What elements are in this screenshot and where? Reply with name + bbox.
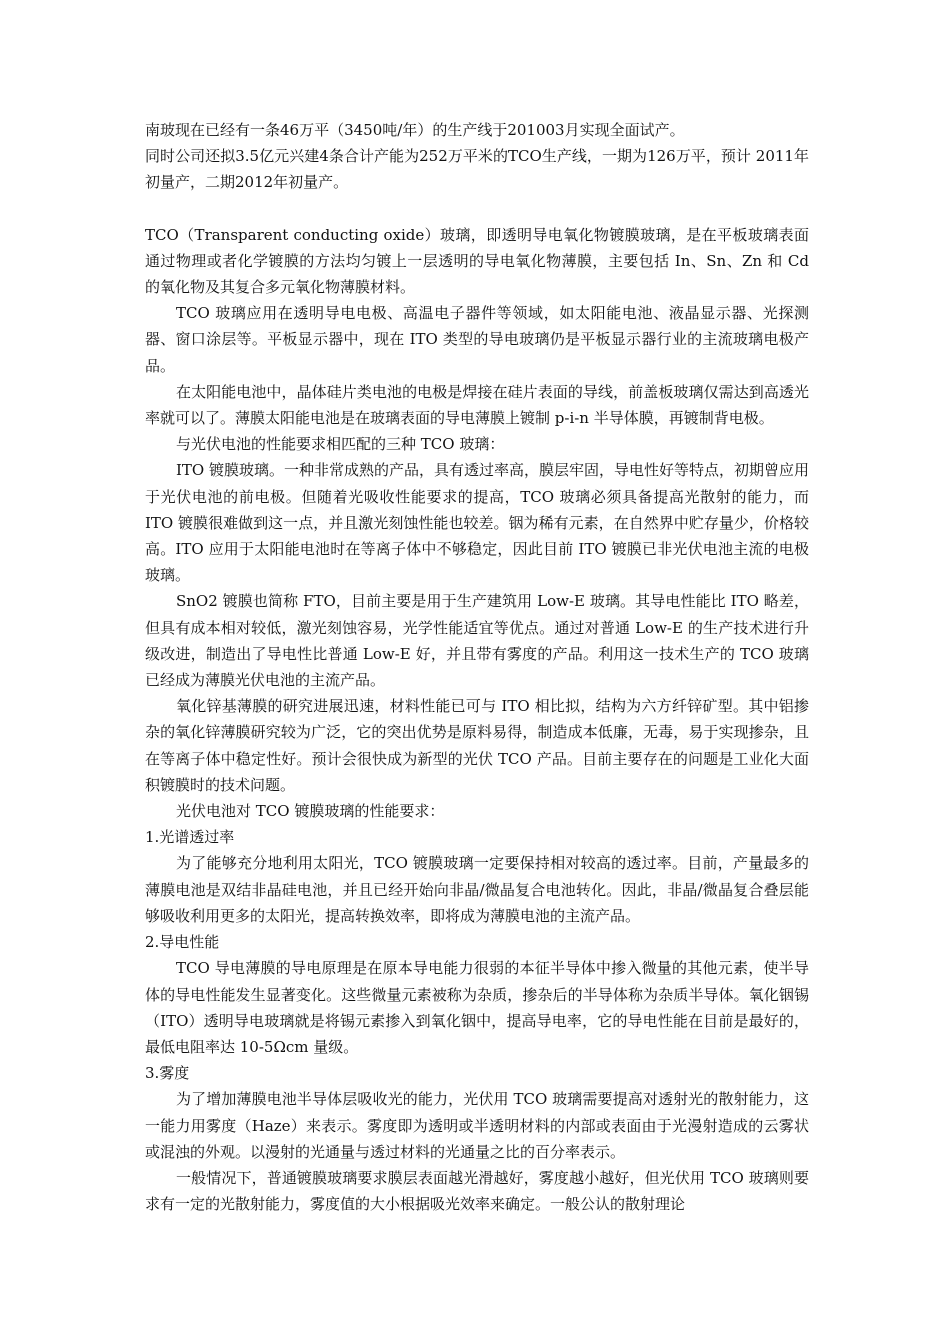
- paragraph-requirements-intro: 光伏电池对 TCO 镀膜玻璃的性能要求：: [176, 802, 445, 821]
- paragraph-haze-requirement: 一般情况下，普通镀膜玻璃要求膜层表面越光滑越好，雾度越小越好，但光伏用 TCO 玻璃则要求有一定的光散射能力，雾度值的大小根据吸光效率来确定。一般公认的散射理论: [145, 1168, 809, 1214]
- section-heading-conductivity: 2.导电性能: [145, 933, 220, 952]
- paragraph-gap: [145, 196, 809, 222]
- paragraph-ito-glass: ITO 镀膜玻璃。一种非常成熟的产品，具有透过率高，膜层牢固，导电性好等特点，初期曾应用于光伏电池的前电极。但随着光吸收性能要求的提高，TCO 玻璃必须具备提高光散射的能力，而 ITO 镀膜很难做到这一点，并且激光刻蚀性能也较差。铟为稀有元素，在自然界中贮存量少，价格较高。ITO 应用于太阳能电池时在等离子体中不够稳定，因此目前 ITO 镀膜已非光伏电池主流的电极玻璃。: [145, 461, 809, 585]
- paragraph-solar-cells: 在太阳能电池中，晶体硅片类电池的电极是焊接在硅片表面的导线，前盖板玻璃仅需达到高透光率就可以了。薄膜太阳能电池是在玻璃表面的导电薄膜上镀制 p-i-n 半导体膜，再镀制背电极。: [145, 382, 809, 428]
- paragraph-tco-applications: TCO 玻璃应用在透明导电电极、高温电子器件等领域，如太阳能电池、液晶显示器、光探测器、窗口涂层等。平板显示器中，现在 ITO 类型的导电玻璃仍是平板显示器行业的主流玻璃电极产品。: [145, 304, 809, 375]
- paragraph-conductivity: TCO 导电薄膜的导电原理是在原本导电能力很弱的本征半导体中掺入微量的其他元素，使半导体的导电性能发生显著变化。这些微量元素被称为杂质，掺杂后的半导体称为杂质半导体。氧化铟锡（ITO）透明导电玻璃就是将锡元素掺入到氧化铟中，提高导电率，它的导电性能在目前是最好的，最低电阻率达 10-5Ωcm 量级。: [145, 959, 809, 1056]
- section-heading-haze: 3.雾度: [145, 1064, 190, 1083]
- intro-line-1: 南玻现在已经有一条46万平（3450吨/年）的生产线于201003月实现全面试产。: [145, 121, 685, 139]
- paragraph-transmittance: 为了能够充分地利用太阳光，TCO 镀膜玻璃一定要保持相对较高的透过率。目前，产量最多的薄膜电池是双结非晶硅电池，并且已经开始向非晶/微晶复合电池转化。因此，非晶/微晶复合叠层能够吸收利用更多的太阳光，提高转换效率，即将成为薄膜电池的主流产品。: [145, 854, 809, 925]
- paragraph-tco-definition: TCO（Transparent conducting oxide）玻璃，即透明导电氧化物镀膜玻璃，是在平板玻璃表面通过物理或者化学镀膜的方法均匀镀上一层透明的导电氧化物薄膜，主要包括 In、Sn、Zn 和 Cd 的氧化物及其复合多元氧化物薄膜材料。: [145, 225, 809, 297]
- paragraph-three-types-intro: 与光伏电池的性能要求相匹配的三种 TCO 玻璃：: [176, 435, 505, 454]
- document-body: [145, 117, 809, 1217]
- paragraph-sno2-glass: SnO2 镀膜也简称 FTO，目前主要是用于生产建筑用 Low-E 玻璃。其导电性能比 ITO 略差，但具有成本相对较低，激光刻蚀容易，光学性能适宜等优点。通过对普通 Low-E 的生产技术进行升级改进，制造出了导电性比普通 Low-E 好，并且带有雾度的产品。利用这一技术生产的 TCO 玻璃已经成为薄膜光伏电池的主流产品。: [145, 592, 809, 690]
- paragraph-haze-definition: 为了增加薄膜电池半导体层吸收光的能力，光伏用 TCO 玻璃需要提高对透射光的散射能力，这一能力用雾度（Haze）来表示。雾度即为透明或半透明材料的内部或表面由于光漫射造成的云雾状或混浊的外观。以漫射的光通量与透过材料的光通量之比的百分率表示。: [145, 1090, 809, 1161]
- intro-line-2: 同时公司还拟3.5亿元兴建4条合计产能为252万平米的TCO生产线，一期为126万平，预计 2011年初量产，二期2012年初量产。: [145, 147, 809, 192]
- paragraph-zno-glass: 氧化锌基薄膜的研究进展迅速，材料性能已可与 ITO 相比拟，结构为六方纤锌矿型。其中铝掺杂的氧化锌薄膜研究较为广泛，它的突出优势是原料易得，制造成本低廉，无毒，易于实现掺杂，且在等离子体中稳定性好。预计会很快成为新型的光伏 TCO 产品。目前主要存在的问题是工业化大面积镀膜时的技术问题。: [145, 697, 809, 794]
- section-heading-transmittance: 1.光谱透过率: [145, 828, 235, 847]
